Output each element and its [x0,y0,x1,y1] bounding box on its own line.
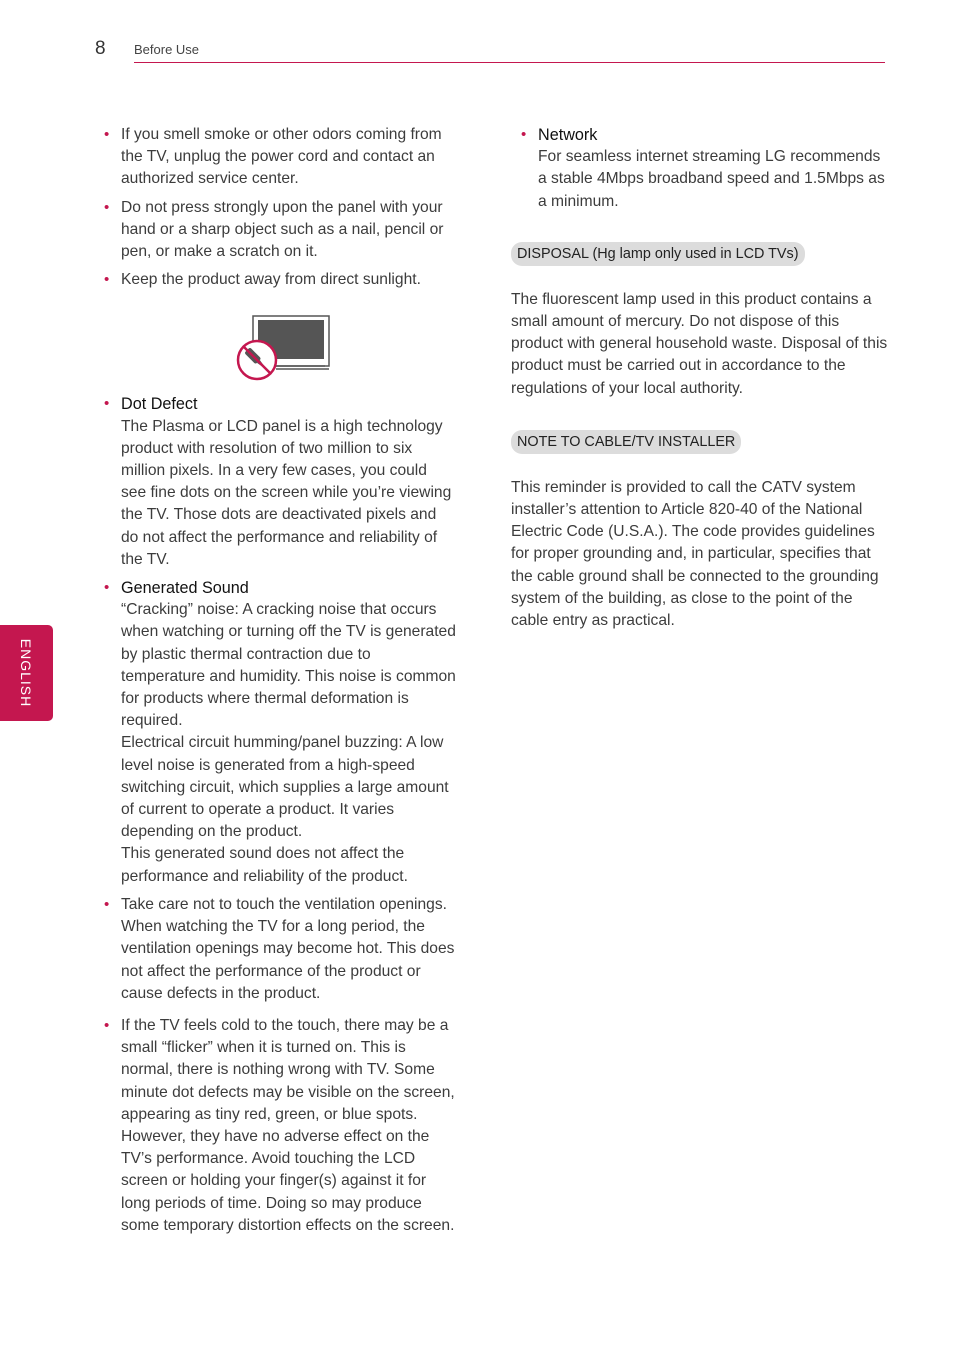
no-sharp-object-on-tv-icon [232,314,332,384]
bullet-icon: • [104,1016,110,1034]
cold-touch-text: If the TV feels cold to the touch, there may be a small “flicker” when it is turned on. This is normal, there is nothing wrong with TV. Some minute dot defects may be visible on the screen, appearing as tiny red, green, or blue spots. However, they have no adverse effect on the TV’s performance. Avoid touching the LCD screen or holding your finger(s) against it for long periods of time. Doing so may produce some temporary distortion effects on the screen. [121,1016,455,1234]
network-item [521,124,891,213]
network-body: For seamless internet streaming LG recommends a stable 4Mbps broadband speed and 1.5Mbps as a minimum. [538,148,885,210]
generated-sound-para-cracking: “Cracking” noise: A cracking noise that occurs when watching or turning off the TV is generated by plastic thermal contraction due to temperature and humidity. This noise is common for products where thermal deformation is required. [121,601,456,730]
bullet-icon: • [104,395,110,413]
disposal-label: DISPOSAL (Hg lamp only used in LCD TVs) [511,242,805,266]
header-divider [134,62,885,63]
bullet-item-press [104,197,456,264]
left-column [104,124,456,1243]
bullet-text: Do not press strongly upon the panel with your hand or a sharp object such as a nail, pencil or pen, or make a scratch on it. [121,198,444,261]
right-column [511,124,891,632]
language-tab [0,625,53,721]
bullet-icon: • [104,198,110,216]
cold-touch-item [104,1015,456,1237]
dot-defect-body: The Plasma or LCD panel is a high technology product with resolution of two million to six million pixels. In a very few cases, you could see fine dots on the screen while you’re viewing the TV. Those dots are deactivated pixels and do not affect the performance and reliability of the TV. [121,417,452,568]
generated-sound-para-note: This generated sound does not affect the performance and reliability of the product. [121,845,408,885]
generated-sound-para-humming: Electrical circuit humming/panel buzzing: A low level noise is generated from a high-speed switching circuit, which supplies a large amount of current to operate a product. It varies depending on the product. [121,734,449,841]
dot-defect-title: Dot Defect [121,395,198,414]
ventilation-text: Take care not to touch the ventilation openings. When watching the TV for a long period, the ventilation openings may become hot. This does not affect the performance of the product or cause defects in the product. [121,895,455,1002]
generated-sound-item [104,577,456,888]
network-title: Network [538,126,598,144]
bullet-icon: • [521,126,527,143]
bullet-icon: • [104,895,110,913]
bullet-text: If you smell smoke or other odors coming from the TV, unplug the power cord and contact an authorized service center. [121,126,442,188]
language-tab-label: ENGLISH [18,638,34,708]
dot-defect-item [104,393,456,571]
bullet-item-sunlight [104,269,456,291]
page-number: 8 [95,38,106,59]
bullet-icon: • [104,126,110,143]
bullet-item-smoke [104,124,456,191]
section-title: Before Use [134,42,200,57]
bullet-text: Keep the product away from direct sunlight. [121,271,421,289]
installer-body: This reminder is provided to call the CATV system installer’s attention to Article 820-40 of the National Electric Code (U.S.A.). The code provides guidelines for proper grounding and, in particular, specifies that the cable ground shall be connected to the grounding system of the building, as close to the point of the cable entry as practical. [511,478,879,630]
bullet-icon: • [104,579,110,597]
disposal-body: The fluorescent lamp used in this product contains a small amount of mercury. Do not dispose of this product with general household waste. Disposal of this product must be carried out in accordance to the regulations of your local authority. [511,290,888,397]
ventilation-item [104,894,456,1005]
generated-sound-title: Generated Sound [121,579,249,598]
bullet-icon: • [104,271,110,289]
installer-label: NOTE TO CABLE/TV INSTALLER [511,430,741,454]
